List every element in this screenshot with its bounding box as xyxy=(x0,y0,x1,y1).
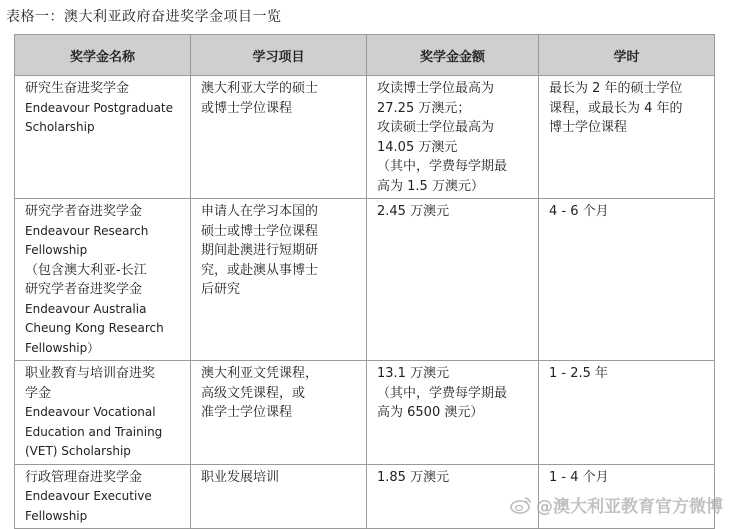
table-row xyxy=(15,361,715,465)
header-duration: 学时 xyxy=(539,35,715,76)
cell-study-program: 澳大利亚大学的硕士 或博士学位课程 xyxy=(191,76,367,199)
header-study-program: 学习项目 xyxy=(191,35,367,76)
name-english: Endeavour Research Fellowship xyxy=(25,223,149,257)
watermark-text: @澳大利亚教育官方微博 xyxy=(536,497,723,517)
header-amount: 奖学金金额 xyxy=(367,35,539,76)
cell-scholarship-name xyxy=(15,199,191,361)
table-header-row xyxy=(15,35,715,76)
cell-amount: 13.1 万澳元 （其中，学费每学期最 高为 6500 澳元） xyxy=(367,361,539,465)
cell-duration: 最长为 2 年的硕士学位 课程，或最长为 4 年的 博士学位课程 xyxy=(539,76,715,199)
cell-amount: 1.85 万澳元 xyxy=(367,464,539,529)
table-caption: 表格一：澳大利亚政府奋进奖学金项目一览 xyxy=(6,9,282,25)
table-row xyxy=(15,76,715,199)
cell-scholarship-name xyxy=(15,361,191,465)
name-chinese: 行政管理奋进奖学金 xyxy=(25,469,143,485)
weibo-icon xyxy=(510,496,532,514)
name-chinese: 研究生奋进奖学金 xyxy=(25,81,130,96)
cell-duration: 1 - 2.5 年 xyxy=(539,361,715,465)
name-chinese: 研究学者奋进奖学金 xyxy=(25,204,143,219)
name-chinese-note: （包含澳大利亚-长江 研究学者奋进奖学金 xyxy=(25,262,147,297)
cell-amount: 攻读博士学位最高为 27.25 万澳元； 攻读硕士学位最高为 14.05 万澳元 （其中，学费每学期最 高为 1.5 万澳元） xyxy=(367,76,539,199)
cell-scholarship-name xyxy=(15,76,191,199)
weibo-watermark xyxy=(510,492,723,517)
cell-study-program: 职业发展培训 xyxy=(191,464,367,529)
name-english: Endeavour Vocational Education and Training (VET) Scholarship xyxy=(25,405,163,458)
cell-duration: 1 - 4 个月 xyxy=(539,464,715,529)
name-chinese: 职业教育与培训奋进奖 学金 xyxy=(25,366,156,401)
scholarship-table xyxy=(14,34,715,529)
cell-study-program: 申请人在学习本国的 硕士或博士学位课程 期间赴澳进行短期研 究，或赴澳从事博士 后研究 xyxy=(191,199,367,361)
name-english-note: Endeavour Australia Cheung Kong Research Fellowship） xyxy=(25,301,164,355)
cell-amount: 2.45 万澳元 xyxy=(367,199,539,361)
name-english: Endeavour Postgraduate Scholarship xyxy=(25,100,174,134)
cell-study-program: 澳大利亚文凭课程， 高级文凭课程，或 准学士学位课程 xyxy=(191,361,367,465)
cell-scholarship-name xyxy=(15,464,191,529)
header-scholarship-name: 奖学金名称 xyxy=(15,35,191,76)
table-row xyxy=(15,199,715,361)
name-english: Endeavour Executive Fellowship xyxy=(25,489,152,523)
cell-duration: 4 - 6 个月 xyxy=(539,199,715,361)
